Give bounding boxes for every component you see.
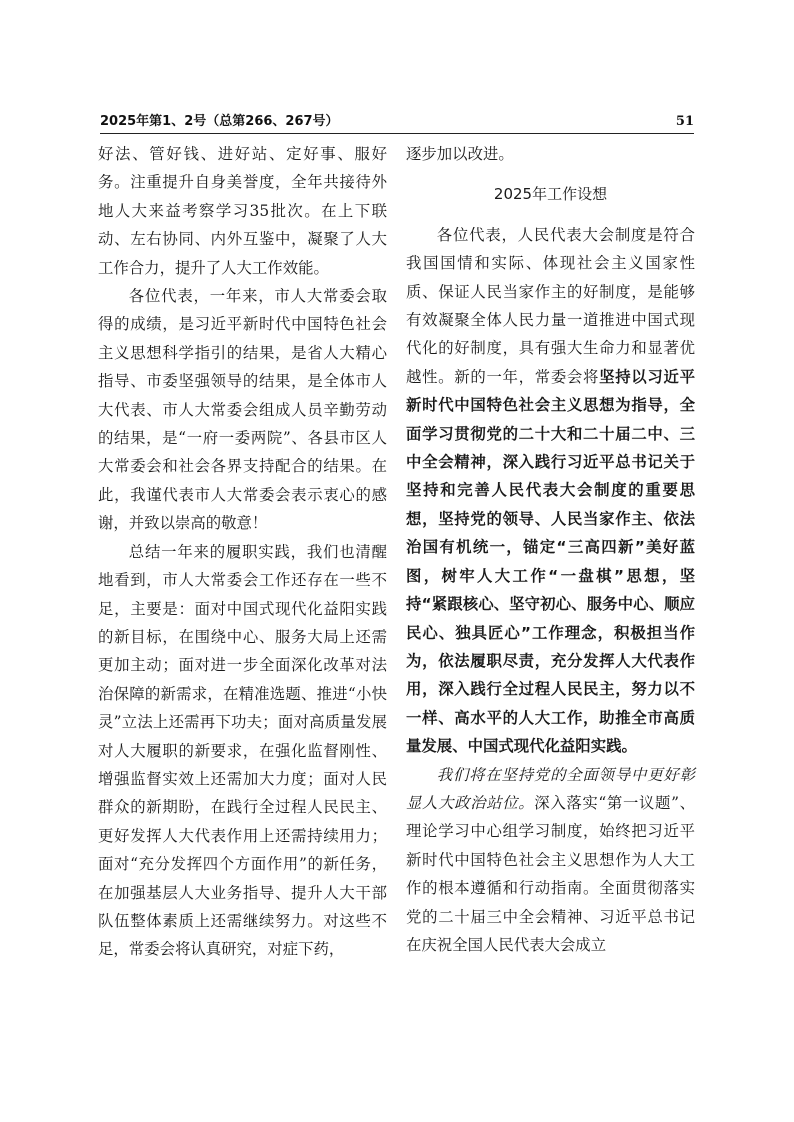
paragraph-text: 深入落实“第一议题”、理论学习中心组学习制度，始终把习近平新时代中国特色社会主义思想作为人大工作的根本遵循和行动指南。全面贯彻落实党的二十届三中全会精神、习近平总书记在庆祝全国人民代表大会成立 [406,793,695,954]
paragraph: 总结一年来的履职实践，我们也清醒地看到，市人大常委会工作还存在一些不足，主要是：面对中国式现代化益阳实践的新目标，在围绕中心、服务大局上还需更加主动；面对进一步全面深化改革对法治保障的新需求，在精准选题、推进“小快灵”立法上还需再下功夫；面对高质量发展对人大履职的新要求，在强化监督刚性、增强监督实效上还需加大力度；面对人民群众的新期盼，在践行全过程人民民主、更好发挥人大代表作用上还需持续用力；面对“充分发挥四个方面作用”的新任务，在加强基层人大业务指导、提升人大干部队伍整体素质上还需继续努力。对这些不足，常委会将认真研究，对症下药， [98,542,387,959]
paragraph [406,761,695,960]
paragraph-text: 各位代表，人民代表大会制度是符合我国国情和实际、体现社会主义国家性质、保证人民当家作主的好制度，是能够有效凝聚全体人民力量一道推进中国式现代化的好制度，具有强大生命力和显著优越性。新的一年，常委会将 [406,225,695,386]
section-title: 2025年工作设想 [493,185,608,204]
left-column [98,140,387,964]
page-header [100,113,694,134]
lead-sentence: 我们将在坚持党的全面领导中更好彰显人大政治站位。 [406,765,695,812]
paragraph [406,221,695,761]
paragraph: 好法、管好钱、进好站、定好事、服好务。注重提升自身美誉度，全年共接待外地人大来益考察学习35批次。在上下联动、左右协同、内外互鉴中，凝聚了人大工作合力，提升了人大工作效能。 [98,145,387,277]
page-number: 51 [675,114,694,129]
paragraph: 各位代表，一年来，市人大常委会取得的成绩，是习近平新时代中国特色社会主义思想科学指引的结果，是省人大精心指导、市委坚强领导的结果，是全体市人大代表、市人大常委会组成人员辛勤劳动的结果，是“一府一委两院”、各县市区人大常委会和社会各界支持配合的结果。在此，我谨代表市人大常委会表示衷心的感谢，并致以崇高的敬意！ [98,287,387,533]
right-column [406,140,695,959]
paragraph: 逐步加以改进。 [406,145,514,163]
emphasized-text: 坚持以习近平新时代中国特色社会主义思想为指导，全面学习贯彻党的二十大和二十届二中、三中全会精神，深入践行习近平总书记关于坚持和完善人民代表大会制度的重要思想，坚持党的领导、人民当家作主、依法治国有机统一，锚定“三高四新”美好蓝图，树牢人大工作“一盘棋”思想，坚持“紧跟核心、坚守初心、服务中心、顺应民心、独具匠心”工作理念，积极担当作为，依法履职尽责，充分发挥人大代表作用，深入践行全过程人民民主，努力以不一样、高水平的人大工作，助推全市高质量发展、中国式现代化益阳实践。 [406,367,695,756]
issue-info: 2025年第1、2号（总第266、267号） [100,114,339,129]
